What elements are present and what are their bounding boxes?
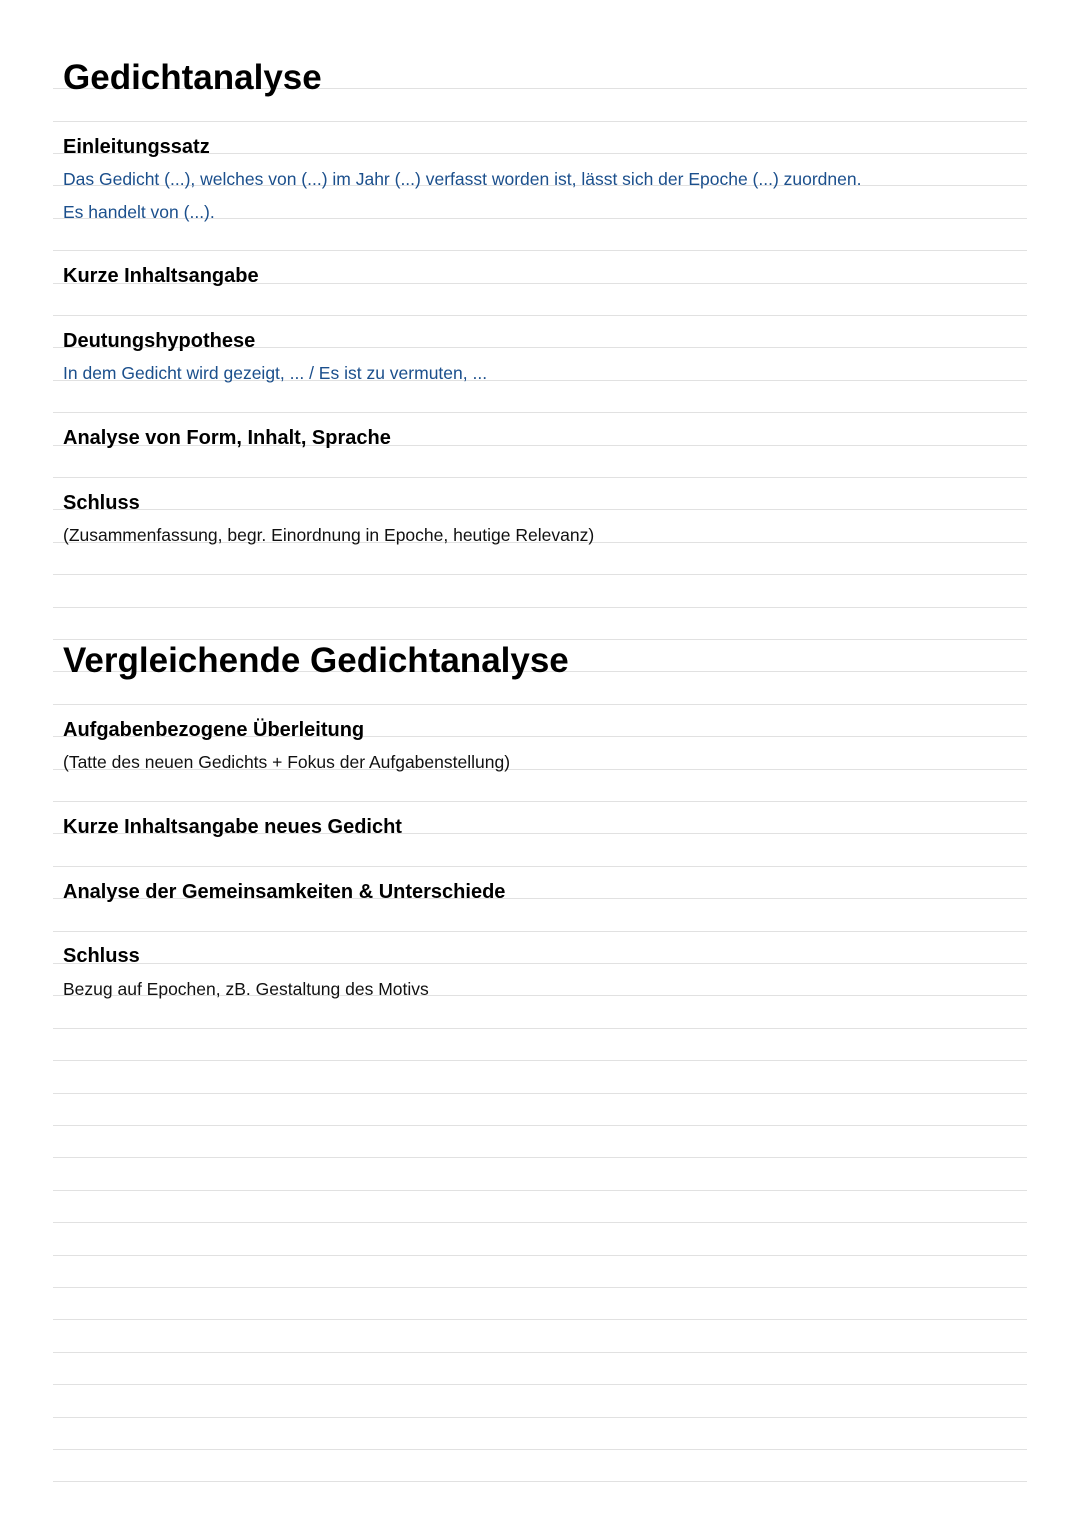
schluss-vergleich-line-1: Bezug auf Epochen, zB. Gestaltung des Motivs <box>63 979 429 999</box>
rule-line <box>53 866 1027 867</box>
inhaltsangabe-neu-heading: Kurze Inhaltsangabe neues Gedicht <box>63 816 402 838</box>
rule-line <box>53 1287 1027 1288</box>
rule-line <box>53 1417 1027 1418</box>
schluss-heading: Schluss <box>63 492 140 514</box>
deutungshypothese-heading: Deutungshypothese <box>63 330 256 352</box>
rule-line <box>53 1255 1027 1256</box>
page-title: Gedichtanalyse <box>63 58 322 97</box>
rule-line <box>53 250 1027 251</box>
rule-line <box>53 509 1027 510</box>
ueberleitung-line-1: (Tatte des neuen Gedichts + Fokus der Aufgabenstellung) <box>63 752 511 772</box>
rule-line <box>53 315 1027 316</box>
rule-line <box>53 801 1027 802</box>
rule-line <box>53 963 1027 964</box>
rule-line <box>53 1060 1027 1061</box>
rule-line <box>53 1449 1027 1450</box>
ueberleitung-heading: Aufgabenbezogene Überleitung <box>63 719 365 741</box>
rule-line <box>53 1481 1027 1482</box>
rule-line <box>53 1384 1027 1385</box>
section-title: Vergleichende Gedichtanalyse <box>63 641 569 680</box>
inhaltsangabe-heading: Kurze Inhaltsangabe <box>63 265 259 287</box>
rule-line <box>53 1222 1027 1223</box>
rule-line <box>53 704 1027 705</box>
rule-line <box>53 1190 1027 1191</box>
rule-line <box>53 931 1027 932</box>
rule-line <box>53 1157 1027 1158</box>
rule-line <box>53 574 1027 575</box>
rule-line <box>53 1028 1027 1029</box>
schluss-vergleich-heading: Schluss <box>63 945 140 967</box>
schluss-line-1: (Zusammenfassung, begr. Einordnung in Epoche, heutige Relevanz) <box>63 525 595 545</box>
rule-line <box>53 1352 1027 1353</box>
rule-line <box>53 1319 1027 1320</box>
einleitung-line-2: Es handelt von (...). <box>63 202 215 222</box>
einleitung-line-1: Das Gedicht (...), welches von (...) im Jahr (...) verfasst worden ist, lässt sich der Epoche (...) zuordnen. <box>63 169 862 189</box>
rule-line <box>53 477 1027 478</box>
deutungshypothese-line-1: In dem Gedicht wird gezeigt, ... / Es ist zu vermuten, ... <box>63 363 488 383</box>
rule-line <box>53 121 1027 122</box>
analyse-vergleich-heading: Analyse der Gemeinsamkeiten & Unterschiede <box>63 881 506 903</box>
rule-line <box>53 1125 1027 1126</box>
einleitung-heading: Einleitungssatz <box>63 136 210 158</box>
rule-line <box>53 607 1027 608</box>
rule-line <box>53 639 1027 640</box>
rule-line <box>53 412 1027 413</box>
rule-line <box>53 1093 1027 1094</box>
analyse-heading: Analyse von Form, Inhalt, Sprache <box>63 427 391 449</box>
